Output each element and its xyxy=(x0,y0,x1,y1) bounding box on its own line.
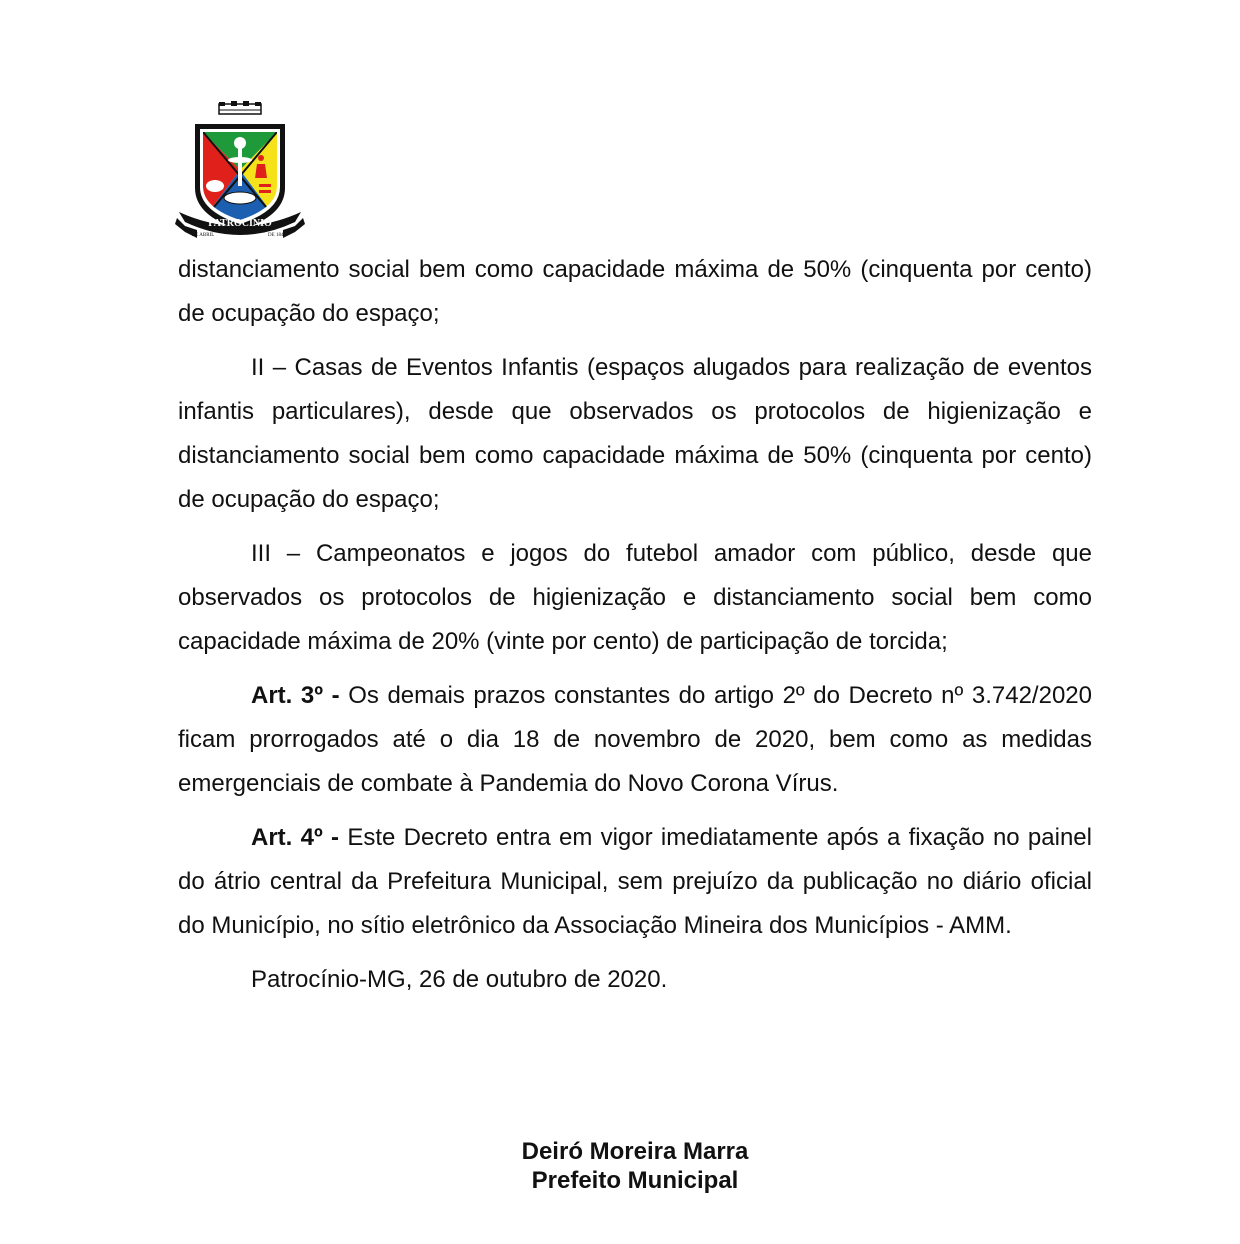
paragraph-continuation: distanciamento social bem como capacidade máxima de 50% (cinquenta por cento) de ocupação do espaço; xyxy=(178,256,1092,327)
signature-block xyxy=(0,1137,1240,1195)
signatory-name: Deiró Moreira Marra xyxy=(521,1138,749,1165)
crest-ribbon-left: DE ABRIL xyxy=(191,233,215,238)
paragraph-art-4 xyxy=(178,816,1092,948)
paragraph-item-ii: II – Casas de Eventos Infantis (espaços alugados para realização de eventos infantis particulares), desde que observados os protocolos de higienização e distanciamento social bem como capacidade máxima de 50% (cinquenta por cento) de ocupação do espaço; xyxy=(178,354,1092,513)
art-4-text: Este Decreto entra em vigor imediatamente após a fixação no painel do átrio central da Prefeitura Municipal, sem prejuízo da publicação no diário oficial do Município, no sítio eletrônico da Associação Mineira dos Municípios - AMM. xyxy=(178,824,1092,939)
date-line: Patrocínio-MG, 26 de outubro de 2020. xyxy=(251,966,668,993)
crest-banner-text: PATROCÍNIO xyxy=(208,218,272,229)
decree-body xyxy=(178,248,1092,1012)
art-3-label: Art. 3º - xyxy=(251,682,340,709)
paragraph-art-3 xyxy=(178,674,1092,806)
art-4-label: Art. 4º - xyxy=(251,824,340,851)
crown-icon xyxy=(219,101,261,114)
crest-ribbon-right: DE 1842 xyxy=(268,233,286,238)
art-3-text: Os demais prazos constantes do artigo 2º do Decreto nº 3.742/2020 ficam prorrogados até o dia 18 de novembro de 2020, bem como as medidas emergenciais de combate à Pandemia do Novo Corona Vírus. xyxy=(178,682,1092,797)
municipal-crest-logo xyxy=(175,98,305,240)
signatory-title: Prefeito Municipal xyxy=(531,1167,739,1194)
paragraph-item-iii: III – Campeonatos e jogos do futebol amador com público, desde que observados os protocolos de higienização e distanciamento social bem como capacidade máxima de 20% (vinte por cento) de participação de torcida; xyxy=(178,540,1092,655)
